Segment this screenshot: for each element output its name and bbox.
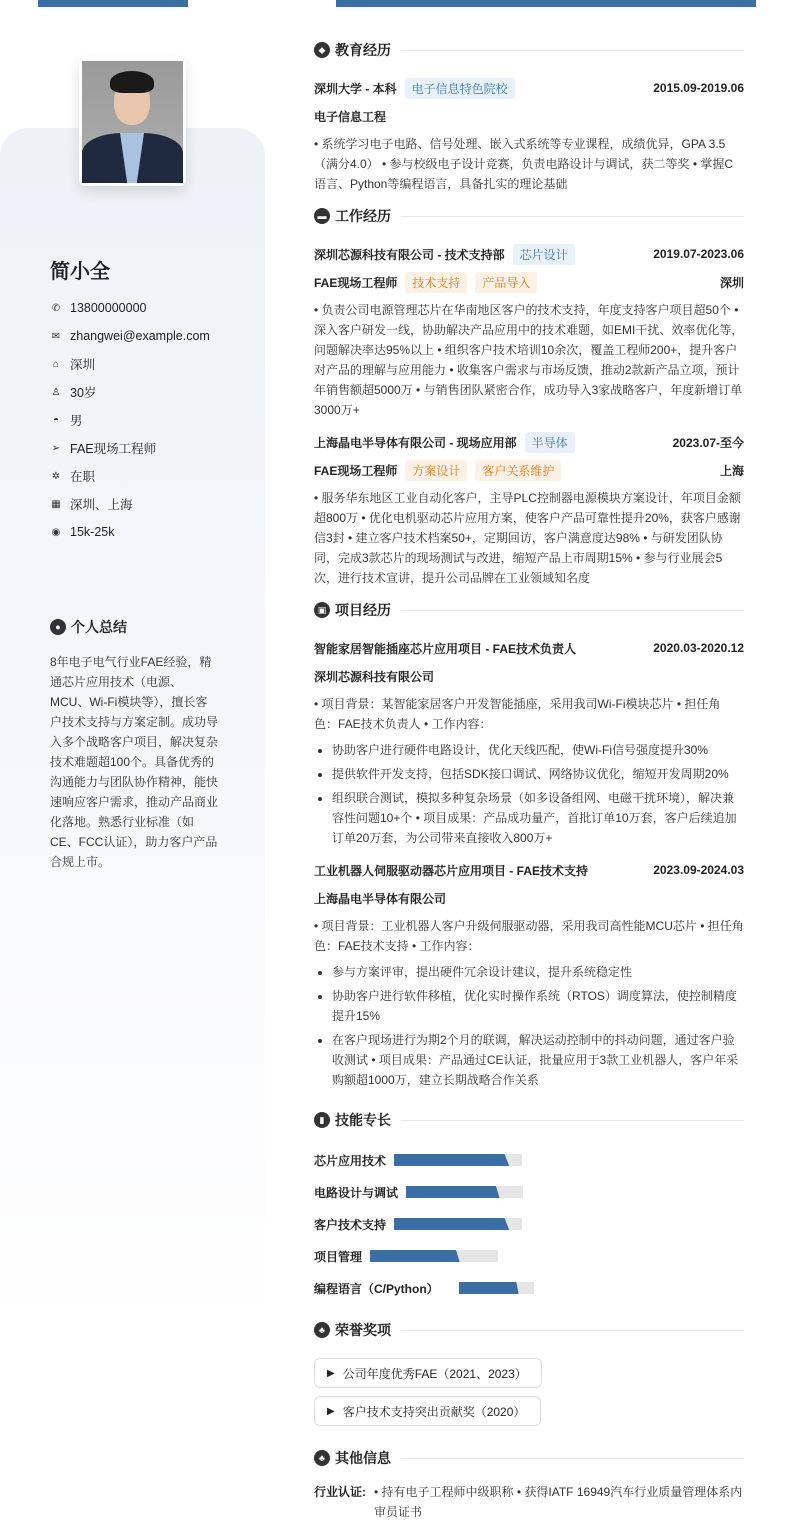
role-tag: 方案设计 (405, 460, 467, 481)
other-heading (314, 1446, 744, 1470)
project-date: 2020.03-2020.12 (653, 641, 744, 655)
section-title: 项目经历 (335, 602, 391, 618)
section-title: 其他信息 (335, 1450, 391, 1466)
skill-fill (394, 1154, 509, 1166)
triangle-right-icon: ▶ (327, 1405, 335, 1417)
skill-bar (394, 1154, 522, 1166)
skill-fill (394, 1218, 509, 1230)
award-icon: ♣ (314, 1322, 330, 1338)
skill-item (314, 1240, 535, 1272)
project-name: 工业机器人伺服驱动器芯片应用项目 - FAE技术支持 (314, 863, 589, 878)
status-icon: ✲ (51, 470, 61, 482)
skill-bar (459, 1282, 534, 1294)
building-icon: ▦ (51, 498, 61, 510)
skill-fill (370, 1250, 460, 1262)
role: FAE现场工程师 (314, 463, 398, 478)
city: 深圳 (70, 358, 96, 372)
award-icon: ♣ (314, 1450, 330, 1466)
section-title: 教育经历 (335, 42, 391, 58)
grid-icon: ▣ (314, 602, 330, 618)
home-icon: ⌂ (52, 358, 60, 370)
project-bullet: • 协助客户进行软件移植，优化实时操作系统（RTOS）调度算法，使控制精度提升15% (332, 986, 744, 1026)
summary-title: 个人总结 (71, 619, 127, 635)
project-company: 深圳芯源科技有限公司 (314, 669, 435, 684)
skill-item (314, 1272, 535, 1304)
award-item[interactable] (314, 1396, 541, 1426)
education-heading (314, 38, 744, 62)
other-text: • 持有电子工程师中级职称 • 获得IATF 16949汽车行业质量管理体系内审员证书 (374, 1485, 743, 1519)
major: 电子信息工程 (314, 109, 387, 124)
skill-name: 项目管理 (314, 1249, 363, 1264)
project-name: 智能家居智能插座芯片应用项目 - FAE技术负责人 (314, 641, 577, 656)
skill-fill (459, 1282, 519, 1294)
project-item (314, 856, 744, 1090)
salary-icon: ◉ (51, 526, 61, 538)
role-tag: 产品导入 (475, 272, 537, 293)
work-desc: • 负责公司电源管理芯片在华南地区客户的技术支持，年度支持客户项目超50个 • 深入客户研发一线，协助解决产品应用中的技术难题，如EMI干扰、效率优化等，问题解决率达95%以上 • 组织客户技术培训10余次，覆盖工程师200+，提升客户对产品的理解与应用能力 • 收集客户需求与市场反馈，推动2款新产品立项，预计年销售额超5000万 • 与销售团队紧密合作，成功导入3家战略客户，年度新增订单3000万+ (314, 303, 744, 417)
user-icon: ● (50, 619, 66, 635)
project-bullet: • 提供软件开发支持，包括SDK接口调试、网络协议优化，缩短开发周期20% (332, 764, 744, 784)
work-heading (314, 204, 744, 228)
project-intro: • 项目背景：工业机器人客户升级伺服驱动器，采用我司高性能MCU芯片 • 担任角色：FAE技术支持 • 工作内容： (314, 919, 744, 953)
graduation-cap-icon: ◆ (314, 42, 330, 58)
projects-heading (314, 598, 744, 622)
age: 30岁 (70, 386, 97, 400)
send-icon: ➢ (51, 442, 61, 454)
project-bullet: • 在客户现场进行为期2个月的联调，解决运动控制中的抖动问题，通过客户验收测试 • 项目成果：产品通过CE认证，批量应用于3款工业机器人，客户年采购额超1000万，建立长期战略合作关系 (332, 1030, 744, 1090)
project-intro: • 项目背景：某智能家居客户开发智能插座，采用我司Wi-Fi模块芯片 • 担任角色：FAE技术负责人 • 工作内容： (314, 697, 721, 731)
skill-fill (406, 1186, 500, 1198)
right-top-bar (336, 0, 756, 7)
award-item[interactable] (314, 1358, 542, 1388)
school: 深圳大学 - 本科 (314, 81, 397, 96)
project-company: 上海晶电半导体有限公司 (314, 891, 447, 906)
skills-heading (314, 1108, 744, 1132)
phone-icon: ✆ (51, 302, 61, 314)
section-title: 工作经历 (335, 208, 391, 224)
work-item (314, 240, 744, 420)
chart-icon: ▮ (314, 1112, 330, 1128)
avatar (79, 58, 186, 186)
gender-icon: ◓ (52, 414, 60, 426)
skill-name: 编程语言（C/Python） (314, 1281, 439, 1296)
project-bullet: • 参与方案评审，提出硬件冗余设计建议，提升系统稳定性 (332, 962, 744, 982)
skill-name: 电路设计与调试 (314, 1185, 399, 1200)
skill-bar (394, 1218, 522, 1230)
role-tag: 客户关系维护 (475, 460, 561, 481)
project-bullet: • 协助客户进行硬件电路设计，优化天线匹配，使Wi-Fi信号强度提升30% (332, 740, 744, 760)
project-bullet: • 组织联合测试，模拟多种复杂场景（如多设备组网、电磁干扰环境），解决兼容性问题10+个 • 项目成果：产品成功量产，首批订单10万套，客户后续追加订单20万套，为公司带来直接收入800万+ (332, 788, 744, 848)
salary: 15k-25k (70, 525, 115, 539)
edu-date: 2015.09-2019.06 (653, 81, 744, 95)
role: FAE现场工程师 (314, 275, 398, 290)
project-date: 2023.09-2024.03 (653, 863, 744, 877)
summary-heading (50, 617, 127, 637)
company: 上海晶电半导体有限公司 - 现场应用部 (314, 435, 517, 450)
work-city: 深圳 (719, 275, 744, 290)
triangle-right-icon: ▶ (327, 1367, 335, 1379)
left-top-bar (38, 0, 188, 7)
age-icon: ♙ (51, 386, 61, 398)
section-title: 荣誉奖项 (335, 1322, 391, 1338)
main-content (314, 38, 744, 1522)
skill-name: 客户技术支持 (314, 1217, 387, 1232)
skill-item (314, 1208, 535, 1240)
other-info (314, 1482, 744, 1522)
skill-item (314, 1144, 535, 1176)
phone: 13800000000 (70, 301, 147, 315)
position: FAE现场工程师 (70, 442, 157, 456)
skill-item (314, 1176, 535, 1208)
role-tag: 技术支持 (405, 272, 467, 293)
work-city: 上海 (719, 463, 744, 478)
candidate-name: 简小全 (50, 261, 110, 283)
work-date: 2023.07-至今 (672, 435, 744, 450)
company-tag: 芯片设计 (513, 244, 575, 265)
skill-bar (406, 1186, 523, 1198)
skill-bar (370, 1250, 498, 1262)
award-text: 公司年度优秀FAE（2021、2023） (342, 1366, 527, 1381)
school-tag: 电子信息特色院校 (405, 78, 515, 99)
briefcase-icon: ▬ (314, 208, 330, 224)
email: zhangwei@example.com (70, 329, 210, 343)
company: 深圳芯源科技有限公司 - 技术支持部 (314, 247, 505, 262)
skill-name: 芯片应用技术 (314, 1153, 387, 1168)
section-title: 技能专长 (335, 1112, 391, 1128)
company-tag: 半导体 (525, 432, 575, 453)
other-label: 行业认证: (314, 1485, 366, 1499)
gender: 男 (70, 414, 83, 428)
project-item (314, 634, 744, 848)
awards-heading (314, 1318, 744, 1342)
mail-icon: ✉ (51, 330, 61, 342)
contact-info (50, 294, 210, 546)
edu-desc: • 系统学习电子电路、信号处理、嵌入式系统等专业课程，成绩优异，GPA 3.5（满分4.0） • 参与校级电子设计竞赛，负责电路设计与调试，获二等奖 • 掌握C语言、Python等编程语言，具备扎实的理论基础 (314, 137, 734, 191)
skills-list (314, 1144, 744, 1304)
summary-text: 8年电子电气行业FAE经验，精通芯片应用技术（电源、MCU、Wi-Fi模块等），擅长客户技术支持与方案定制。成功导入多个战略客户项目，解决复杂技术难题超100个。具备优秀的沟通能力与团队协作精神，能快速响应客户需求，推动产品商业化落地。熟悉行业标准（如CE、FCC认证），助力客户产品合规上市。 (50, 655, 219, 869)
status: 在职 (70, 470, 96, 484)
work-item (314, 428, 744, 588)
target-city: 深圳、上海 (70, 498, 133, 512)
work-desc: • 服务华东地区工业自动化客户，主导PLC控制器电源模块方案设计，年项目金额超800万 • 优化电机驱动芯片应用方案，使客户产品可靠性提升20%，获客户感谢信3封 • 建立客户技术档案50+，定期回访，客户满意度达98% • 与研发团队协同，完成3款芯片的现场测试与改进，缩短产品上市周期15% • 参与行业展会5次，进行技术宣讲，提升公司品牌在工业领域知名度 (314, 491, 741, 585)
work-date: 2019.07-2023.06 (653, 247, 744, 261)
award-text: 客户技术支持突出贡献奖（2020） (342, 1404, 526, 1419)
